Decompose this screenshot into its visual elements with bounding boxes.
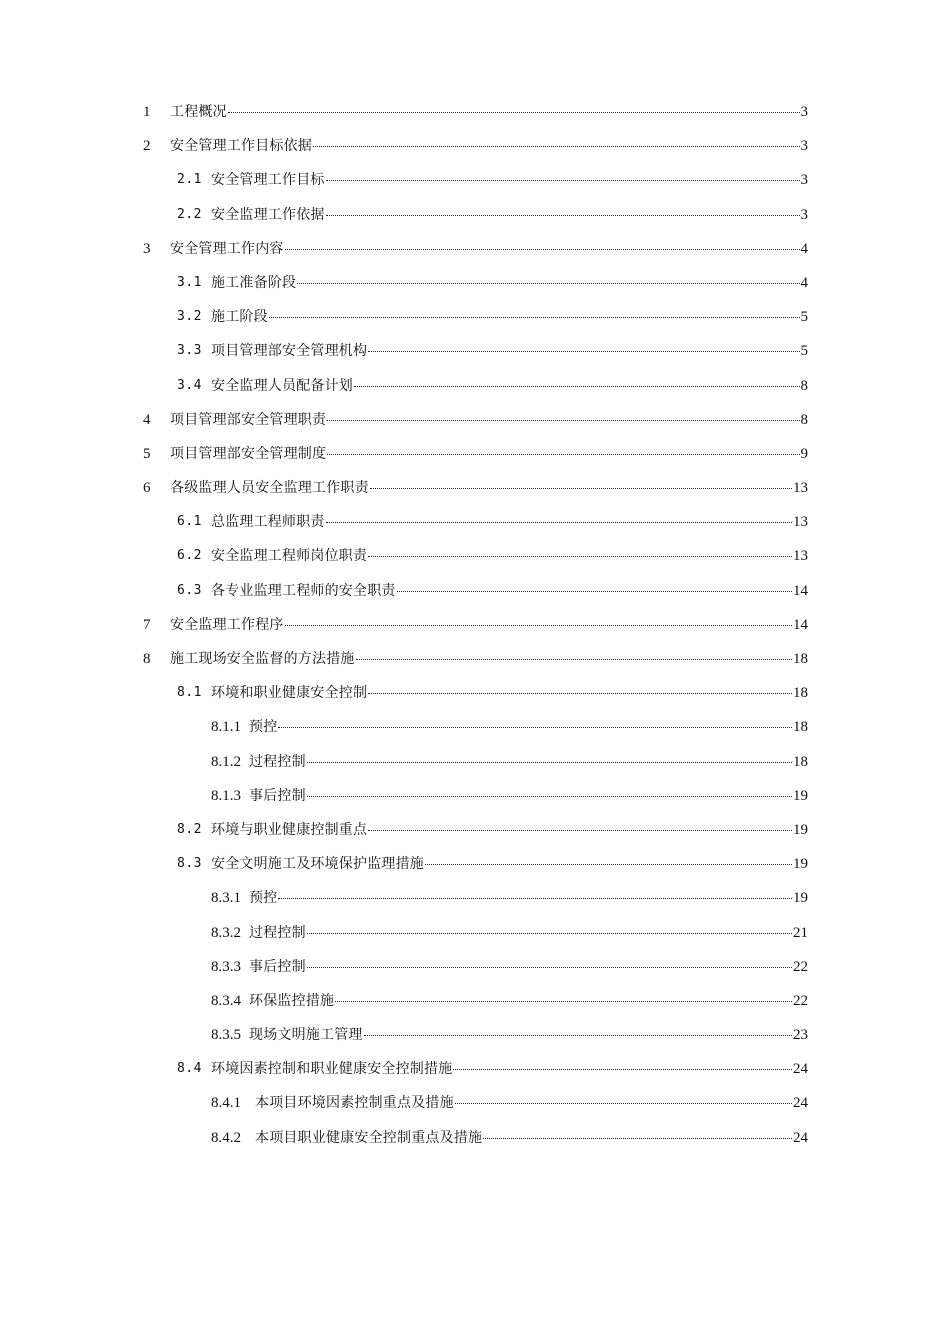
dot-leader xyxy=(228,111,800,113)
toc-entry-page-number: 19 xyxy=(793,890,808,907)
toc-entry-number: 1 xyxy=(143,104,151,120)
toc-entry-title[interactable]: 事后控制 xyxy=(249,787,306,804)
toc-entry[interactable] xyxy=(0,1017,950,1051)
toc-entry-number: 8.3.2 xyxy=(211,924,241,941)
toc-entry-title[interactable]: 环境和职业健康安全控制 xyxy=(211,685,368,702)
dot-leader xyxy=(307,932,792,934)
toc-entry[interactable] xyxy=(0,504,950,538)
toc-entry-page-number: 14 xyxy=(793,582,808,599)
toc-entry[interactable] xyxy=(0,402,950,436)
toc-entry-number: 3.3 xyxy=(177,343,202,359)
dot-leader xyxy=(368,555,792,557)
toc-entry-page-number: 5 xyxy=(800,343,808,360)
toc-entry-title[interactable]: 施工阶段 xyxy=(211,309,268,326)
dot-leader xyxy=(313,145,800,147)
toc-entry-page-number: 18 xyxy=(793,719,808,736)
toc-entry-number: 7 xyxy=(143,616,151,633)
toc-entry-line xyxy=(211,377,808,395)
toc-entry-title[interactable]: 安全管理工作内容 xyxy=(170,240,284,257)
toc-entry-line xyxy=(211,547,808,565)
toc-entry-number: 8.3.3 xyxy=(211,958,241,975)
toc-entry[interactable] xyxy=(0,470,950,504)
toc-entry-title[interactable]: 事后控制 xyxy=(249,958,306,975)
toc-entry-page-number: 18 xyxy=(793,651,808,667)
dot-leader xyxy=(483,1137,792,1139)
dot-leader xyxy=(370,487,792,489)
toc-entry-line xyxy=(255,1129,808,1147)
toc-entry-title[interactable]: 安全管理工作目标依据 xyxy=(170,138,312,155)
toc-entry[interactable] xyxy=(0,812,950,846)
toc-entry-line xyxy=(170,616,808,634)
toc-entry-line xyxy=(211,206,808,224)
toc-entry-page-number: 13 xyxy=(793,480,808,497)
toc-entry-title[interactable]: 工程概况 xyxy=(170,104,227,120)
toc-entry[interactable] xyxy=(0,333,950,367)
toc-entry-title[interactable]: 过程控制 xyxy=(249,924,306,941)
toc-entry-number: 8.4 xyxy=(177,1061,202,1077)
dot-leader xyxy=(364,1034,792,1036)
toc-entry-number: 3 xyxy=(143,240,151,257)
toc-entry-line xyxy=(211,513,808,531)
toc-entry-page-number: 8 xyxy=(800,411,808,428)
toc-entry[interactable] xyxy=(0,1085,950,1119)
dot-leader xyxy=(307,795,792,797)
toc-entry[interactable] xyxy=(0,538,950,572)
dot-leader xyxy=(285,624,792,626)
toc-entry-line xyxy=(170,445,808,463)
dot-leader xyxy=(335,1000,792,1002)
toc-entry-line xyxy=(211,821,808,839)
toc-entry-number: 4 xyxy=(143,411,151,428)
toc-entry-line xyxy=(211,582,808,600)
toc-entry-page-number: 5 xyxy=(800,309,808,326)
dot-leader xyxy=(425,863,792,865)
toc-entry[interactable] xyxy=(0,675,950,709)
toc-entry-title[interactable]: 总监理工程师职责 xyxy=(211,514,325,531)
toc-entry-page-number: 23 xyxy=(793,1027,808,1044)
dot-leader xyxy=(356,658,792,660)
toc-entry-number: 8.3.1 xyxy=(211,890,241,907)
toc-entry[interactable] xyxy=(0,778,950,812)
toc-entry-number: 6.3 xyxy=(177,582,202,598)
toc-entry[interactable] xyxy=(0,162,950,196)
dot-leader xyxy=(354,385,800,387)
toc-entry-page-number: 18 xyxy=(793,753,808,770)
toc-entry-page-number: 19 xyxy=(793,787,808,804)
toc-entry[interactable] xyxy=(0,709,950,743)
toc-entry-page-number: 3 xyxy=(800,172,808,189)
toc-entry[interactable] xyxy=(0,846,950,880)
toc-entry-title[interactable]: 各级监理人员安全监理工作职责 xyxy=(170,480,369,497)
dot-leader xyxy=(285,248,800,250)
toc-entry-line xyxy=(170,650,808,668)
dot-leader xyxy=(278,897,792,899)
toc-entry-title[interactable]: 施工准备阶段 xyxy=(211,274,297,291)
toc-entry-title[interactable]: 过程控制 xyxy=(249,753,306,770)
toc-entry[interactable] xyxy=(0,231,950,265)
toc-entry-number: 8.4.1 xyxy=(211,1095,241,1112)
toc-entry-number: 2 xyxy=(143,138,151,155)
toc-entry-page-number: 3 xyxy=(800,138,808,155)
toc-entry-line xyxy=(249,992,808,1010)
toc-entry-line xyxy=(249,924,808,942)
dot-leader xyxy=(455,1102,792,1104)
toc-entry-title[interactable]: 安全监理人员配备计划 xyxy=(211,377,353,394)
toc-entry-title[interactable]: 施工现场安全监督的方法措施 xyxy=(170,651,355,667)
toc-entry-page-number: 13 xyxy=(793,548,808,565)
toc-entry[interactable] xyxy=(0,983,950,1017)
dot-leader xyxy=(368,350,799,352)
dot-leader xyxy=(327,453,799,455)
toc-entry-title[interactable]: 现场文明施工管理 xyxy=(249,1027,363,1044)
toc-entry[interactable] xyxy=(0,265,950,299)
dot-leader xyxy=(326,521,792,523)
toc-entry[interactable] xyxy=(0,880,950,914)
toc-entry-title[interactable]: 安全管理工作目标 xyxy=(211,172,325,189)
toc-entry-page-number: 21 xyxy=(793,924,808,941)
dot-leader xyxy=(327,419,799,421)
toc-entry-line xyxy=(211,274,808,292)
toc-entry-line xyxy=(249,753,808,771)
toc-entry-line xyxy=(211,855,808,873)
toc-entry-number: 6 xyxy=(143,480,151,497)
toc-entry[interactable] xyxy=(0,949,950,983)
toc-entry-number: 6.2 xyxy=(177,548,202,564)
dot-leader xyxy=(297,282,799,284)
toc-entry-page-number: 19 xyxy=(793,821,808,838)
toc-entry-page-number: 24 xyxy=(793,1129,808,1146)
toc-entry-page-number: 24 xyxy=(793,1095,808,1112)
toc-entry-title[interactable]: 环境因素控制和职业健康安全控制措施 xyxy=(211,1061,453,1078)
toc-entry-number: 8.3.5 xyxy=(211,1027,241,1044)
toc-entry[interactable] xyxy=(0,299,950,333)
toc-entry-line xyxy=(211,1060,808,1078)
toc-entry-title[interactable]: 安全监理工作依据 xyxy=(211,206,325,223)
toc-entry-title[interactable]: 本项目职业健康安全控制重点及措施 xyxy=(255,1129,483,1146)
toc-entry[interactable] xyxy=(0,197,950,231)
toc-entry-number: 8.3.4 xyxy=(211,992,241,1009)
toc-entry-line xyxy=(211,342,808,360)
toc-entry-number: 8.4.2 xyxy=(211,1129,241,1146)
toc-entry[interactable] xyxy=(0,744,950,778)
dot-leader xyxy=(368,692,792,694)
toc-entry-page-number: 13 xyxy=(793,514,808,531)
toc-entry-page-number: 19 xyxy=(793,856,808,873)
toc-entry-number: 3.4 xyxy=(177,377,202,393)
toc-entry-number: 2.2 xyxy=(177,206,202,222)
toc-entry-title[interactable]: 预控 xyxy=(249,719,278,736)
toc-entry-page-number: 3 xyxy=(800,104,808,120)
toc-entry-page-number: 4 xyxy=(800,240,808,257)
toc-entry-line xyxy=(170,240,808,258)
toc-entry-number: 5 xyxy=(143,445,151,462)
dot-leader xyxy=(368,829,792,831)
toc-entry-page-number: 22 xyxy=(793,958,808,975)
toc-entry-line xyxy=(249,787,808,805)
toc-entry[interactable] xyxy=(0,915,950,949)
toc-entry-title[interactable]: 预控 xyxy=(249,890,278,907)
toc-entry[interactable] xyxy=(0,128,950,162)
toc-entry-number: 8 xyxy=(143,651,151,667)
toc-entry-line xyxy=(249,958,808,976)
toc-entry-number: 6.1 xyxy=(177,514,202,530)
toc-entry-number: 2.1 xyxy=(177,172,202,188)
table-of-contents xyxy=(0,94,950,1154)
toc-entry[interactable] xyxy=(0,94,950,128)
toc-entry-title[interactable]: 项目管理部安全管理职责 xyxy=(170,411,327,428)
toc-entry-title[interactable]: 项目管理部安全管理机构 xyxy=(211,343,368,360)
toc-entry-line xyxy=(170,137,808,155)
dot-leader xyxy=(278,726,792,728)
toc-entry-title[interactable]: 项目管理部安全管理制度 xyxy=(170,445,327,462)
toc-entry-number: 8.2 xyxy=(177,821,202,837)
toc-entry-title[interactable]: 安全监理工作程序 xyxy=(170,616,284,633)
toc-entry-page-number: 3 xyxy=(800,206,808,223)
toc-entry[interactable] xyxy=(0,1051,950,1085)
toc-entry-title[interactable]: 各专业监理工程师的安全职责 xyxy=(211,582,396,599)
toc-entry-title[interactable]: 安全文明施工及环境保护监理措施 xyxy=(211,856,424,873)
toc-entry-page-number: 18 xyxy=(793,685,808,702)
toc-entry[interactable] xyxy=(0,607,950,641)
dot-leader xyxy=(307,966,792,968)
toc-entry[interactable] xyxy=(0,1120,950,1154)
dot-leader xyxy=(269,316,800,318)
toc-entry-number: 8.3 xyxy=(177,856,202,872)
toc-entry[interactable] xyxy=(0,573,950,607)
toc-entry-line xyxy=(170,103,808,121)
toc-entry-number: 3.1 xyxy=(177,274,202,290)
toc-entry-line xyxy=(249,1026,808,1044)
toc-entry-title[interactable]: 环境与职业健康控制重点 xyxy=(211,821,368,838)
toc-entry-line xyxy=(211,171,808,189)
toc-entry-page-number: 9 xyxy=(800,445,808,462)
toc-entry-line xyxy=(170,479,808,497)
dot-leader xyxy=(453,1068,792,1070)
toc-entry-number: 3.2 xyxy=(177,309,202,325)
dot-leader xyxy=(307,761,792,763)
toc-entry-line xyxy=(211,684,808,702)
toc-entry-title[interactable]: 本项目环境因素控制重点及措施 xyxy=(255,1095,454,1112)
toc-entry[interactable] xyxy=(0,436,950,470)
dot-leader xyxy=(326,214,800,216)
toc-entry[interactable] xyxy=(0,368,950,402)
dot-leader xyxy=(326,179,800,181)
toc-entry-line xyxy=(211,308,808,326)
toc-entry-page-number: 14 xyxy=(793,616,808,633)
toc-entry-number: 8.1.1 xyxy=(211,719,241,736)
toc-entry-title[interactable]: 环保监控措施 xyxy=(249,992,335,1009)
toc-entry-line xyxy=(249,718,808,736)
toc-entry-title[interactable]: 安全监理工程师岗位职责 xyxy=(211,548,368,565)
toc-entry-number: 8.1 xyxy=(177,685,202,701)
toc-entry-line xyxy=(170,411,808,429)
toc-entry-number: 8.1.2 xyxy=(211,753,241,770)
toc-entry-page-number: 8 xyxy=(800,377,808,394)
toc-entry-number: 8.1.3 xyxy=(211,787,241,804)
toc-entry-page-number: 4 xyxy=(800,274,808,291)
toc-entry-page-number: 22 xyxy=(793,992,808,1009)
toc-entry-line xyxy=(249,889,808,907)
toc-entry-line xyxy=(255,1094,808,1112)
toc-entry-page-number: 24 xyxy=(793,1061,808,1078)
dot-leader xyxy=(397,590,792,592)
toc-entry[interactable] xyxy=(0,641,950,675)
